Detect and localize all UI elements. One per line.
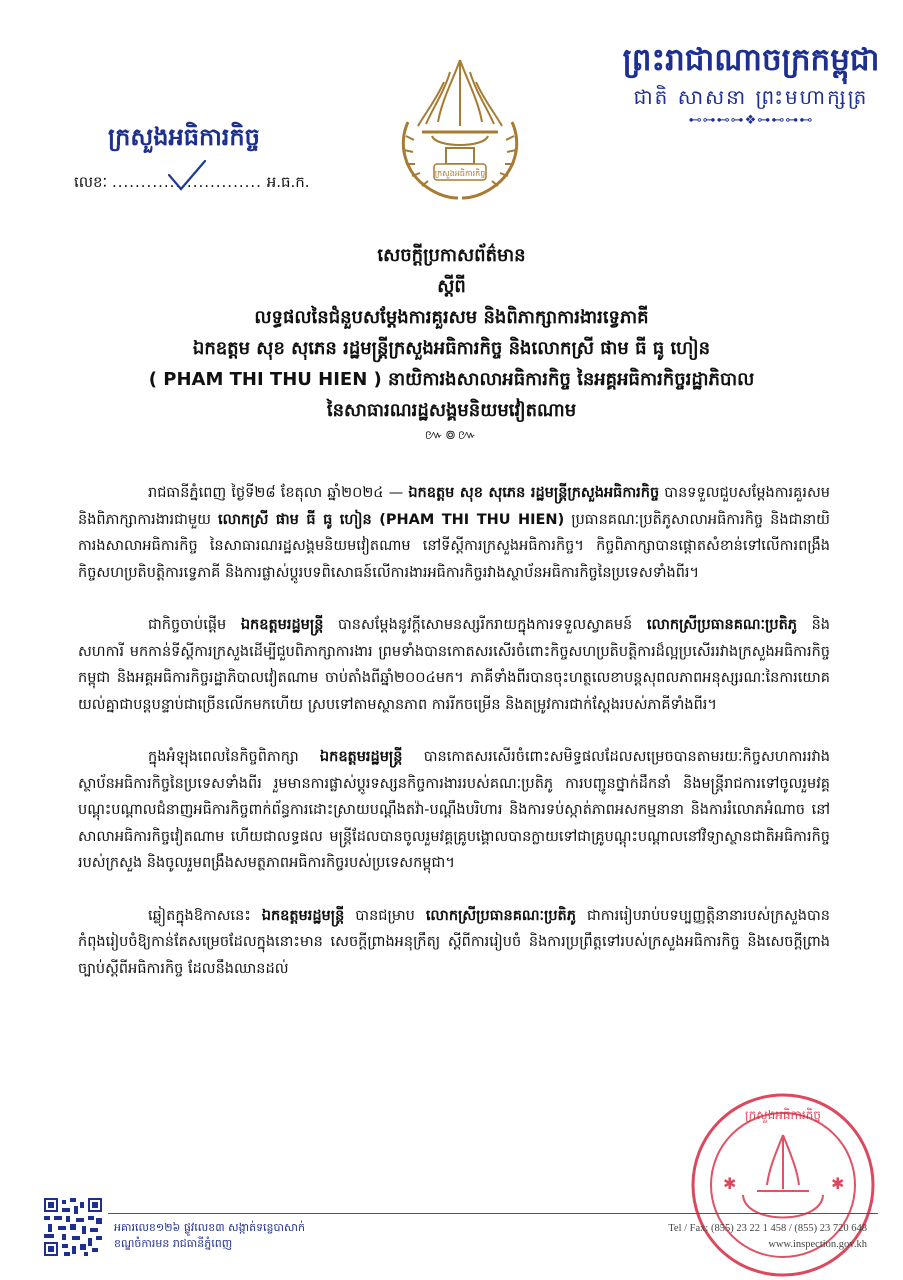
title-line-4: ឯកឧត្តម សុខ សុភេន រដ្ឋមន្ត្រីក្រសួងអធិការកិច្ច និងលោកស្រី ផាម ធី ធូ ហៀន: [192, 338, 711, 359]
ministry-emblem-icon: [392, 52, 528, 210]
paragraph-2: ជាកិច្ចចាប់ផ្ដើម ឯកឧត្តមរដ្ឋមន្ត្រី បានសម្ដែងនូវក្ដីសោមនស្សរីករាយក្នុងការទទួលស្វាគមន៍ លោកស្រីប្រធានគណៈប្រតិភូ និងសហការី មកកាន់ទីស្ដីការក្រសួងដើម្បីជួបពិភាក្សាការងារ ព្រមទាំងបានកោតសរសើរចំពោះកិច្ចសហប្រតិបត្តិការដ៏ល្អប្រសើររវាងក្រសួងអធិការកិច្ចកម្ពុជា និងអគ្គអធិការកិច្ចរដ្ឋាភិបាលវៀតណាម ចាប់តាំងពីឆ្នាំ២០០៤មក។ ភាគីទាំងពីរបានចុះហត្ថលេខាបន្តសុពលភាពអនុស្សរណៈនៃការយោគយល់គ្នាជាបន្តបន្ទាប់ជាច្រើនលើកមកហើយ ស្របទៅតាមស្ថានភាព ការរីកចម្រើន និងតម្រូវការជាក់ស្ដែងរបស់ភាគីទាំងពីរ។: [78, 617, 830, 713]
national-motto: ជាតិ សាសនា ព្រះមហាក្សត្រ: [633, 85, 869, 109]
title-ornament: ៚៙៚: [424, 428, 479, 443]
paragraph-3: ក្នុងអំឡុងពេលនៃកិច្ចពិភាក្សា ឯកឧត្តមរដ្ឋមន្ត្រី បានកោតសរសើរចំពោះសមិទ្ធផលដែលសម្រេចបានតាមរយៈកិច្ចសហការរវាងស្ថាប័នអធិការកិច្ចនៃប្រទេសទាំងពីរ រួមមានការផ្លាស់ប្ដូរទស្សនកិច្ចការងាររបស់គណៈប្រតិភូ ការបញ្ជូនថ្នាក់ដឹកនាំ និងមន្ត្រីរាជការទៅចូលរួមវគ្គបណ្ដុះបណ្ដាលជំនាញអធិការកិច្ចពាក់ព័ន្ធការដោះស្រាយបណ្ដឹងតវ៉ា-បណ្ដឹងបរិហារ និងការទប់ស្កាត់ភាពអសកម្មនានា និងការរំលោភអំណាច នៅសាលាអធិការកិច្ចវៀតណាម ហើយជាលទ្ធផល មន្ត្រីដែលបានចូលរួមវគ្គគ្រូបង្គោលបានក្លាយទៅជាគ្រូបណ្ដុះបណ្ដាលនៅវិទ្យាស្ថានជាតិអធិការកិច្ចរបស់ក្រសួង និងចូលរួមពង្រឹងសមត្ថភាពអធិការកិច្ចរបស់ប្រទេសកម្ពុជា។: [78, 749, 830, 871]
kingdom-header: [621, 38, 881, 130]
seal-text: ក្រសួងអធិការកិច្ច: [745, 1108, 821, 1122]
kingdom-name: ព្រះរាជាណាចក្រកម្ពុជា: [622, 42, 880, 78]
tel-fax: Tel / Fax: (855) 23 22 1 458 / (855) 23 720 648: [668, 1223, 867, 1234]
footer-address: [114, 1220, 305, 1252]
emblem-text: ក្រសួងអធិការកិច្ច: [434, 169, 486, 178]
address-line-1: អគារលេខ១២៦ ផ្លូវលេខ៣ សង្កាត់ទន្លេបាសាក់: [114, 1221, 305, 1234]
checkmark-icon: [165, 157, 209, 193]
paragraph-4: ឆ្លៀតក្នុងឱកាសនេះ ឯកឧត្តមរដ្ឋមន្ត្រី បានជម្រាប លោកស្រីប្រធានគណៈប្រតិភូ ជាការរៀបរាប់បទប្បញ្ញត្តិនានារបស់ក្រសួងបានកំពុងរៀបចំឱ្យកាន់តែសម្រេចដែលក្នុងនោះមាន សេចក្ដីព្រាងអនុក្រឹត្យ ស្ដីពីការរៀបចំ និងការប្រព្រឹត្តទៅរបស់ក្រសួងអធិការកិច្ច និងសេចក្ដីព្រាងច្បាប់ស្ដីពីអធិការកិច្ច ដែលនឹងឈានដល់: [78, 907, 831, 977]
document-title-block: [60, 240, 843, 446]
paragraph-1: រាជធានីភ្នំពេញ ថ្ងៃទី២៨ ខែតុលា ឆ្នាំ២០២៤ — ឯកឧត្តម សុខ សុភេន រដ្ឋមន្ត្រីក្រសួងអធិការកិច្ច បានទទួលជួបសម្ដែងការគួរសម និងពិភាក្សាការងារជាមួយ លោកស្រី ផាម ធី ធូ ហៀន (PHAM THI THU HIEN) ប្រធានគណៈប្រតិភូសាលាអធិការកិច្ច និងជានាយិការងសាលាអធិការកិច្ច នៃសាធារណរដ្ឋសង្គមនិយមវៀតណាម នៅទីស្ដីការក្រសួងអធិការកិច្ច។ កិច្ចពិភាក្សាបានផ្ដោតសំខាន់ទៅលើការពង្រឹងកិច្ចសហប្រតិបត្តិការទ្វេភាគី និងការផ្លាស់ប្ដូរបទពិសោធន៍លើការងារអធិការកិច្ចរវាងស្ថាប័នអធិការកិច្ចនៃប្រទេសទាំងពីរ។: [78, 485, 830, 581]
address-line-2: ខណ្ឌចំការមន រាជធានីភ្នំពេញ: [114, 1237, 233, 1250]
ref-suffix: អ.ធ.ក.: [266, 173, 310, 191]
title-line-3: លទ្ធផលនៃជំនួបសម្ដែងការគួរសម និងពិភាក្សាការងារទ្វេភាគី: [254, 307, 649, 328]
title-line-1: សេចក្ដីប្រកាសព័ត៌មាន: [377, 245, 526, 266]
svg-text:✱: ✱: [831, 1174, 845, 1193]
ref-label: លេខៈ: [74, 173, 108, 191]
ref-dots: ..........................: [111, 173, 262, 191]
svg-text:✱: ✱: [723, 1174, 737, 1193]
kingdom-ornament: ⊷⊶⊷⊶❖⊶⊷⊶⊷: [688, 113, 814, 128]
footer-divider: [108, 1213, 878, 1214]
title-line-2: ស្ដីពី: [437, 276, 466, 297]
ministry-name: ក្រសួងអធិការកិច្ច: [108, 123, 260, 151]
qr-code-icon[interactable]: [44, 1198, 102, 1256]
document-body: [78, 480, 830, 1008]
title-line-5: ( PHAM THI THU HIEN ) នាយិការងសាលាអធិការកិច្ច នៃអគ្គអធិការកិច្ចរដ្ឋាភិបាល: [148, 369, 755, 390]
website-link[interactable]: www.inspection.gov.kh: [768, 1239, 867, 1250]
title-line-6: នៃសាធារណរដ្ឋសង្គមនិយមវៀតណាម: [326, 400, 577, 421]
footer-contact: [668, 1221, 867, 1253]
